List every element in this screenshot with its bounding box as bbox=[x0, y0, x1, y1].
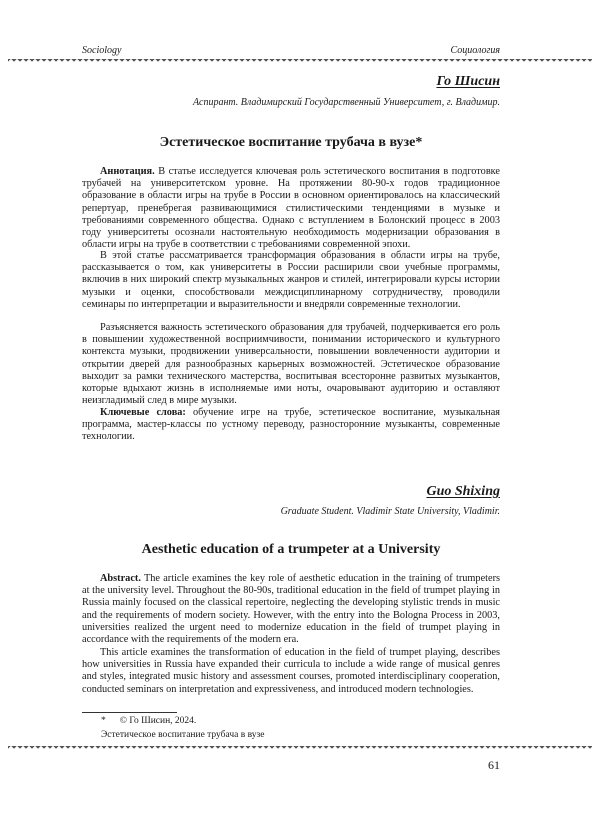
en-title: Aesthetic education of a trumpeter at a University bbox=[141, 542, 441, 557]
ru-abstract-p3: Разъясняется важность эстетического образования для трубачей, подчеркивается его роль в повышении художественной восприимчивости, понимании исторического и культурного контекста музыки, продвижении универсальности, повышении вовлеченности аудитории и открытии дверей для разнообразных карьерных возможностей. Эстетическое образование выходит за рамки технического мастерства, воспитывая всесторонне развитых музыкантов, которые вдыхают жизнь в исполняемые ими ноты, очаровывают аудиторию и оставляют неизгладимый след в мире музыки. bbox=[82, 322, 500, 407]
ru-affiliation: Аспирант. Владимирский Государственный Университет, г. Владимир. bbox=[193, 97, 500, 108]
footnote-copyright: © Го Шисин, 2024. bbox=[119, 716, 197, 726]
ru-keywords bbox=[82, 407, 500, 444]
ru-title: Эстетическое воспитание трубача в вузе* bbox=[159, 135, 423, 150]
en-author: Guo Shixing bbox=[426, 484, 500, 499]
ru-abstract-p2: В этой статье рассматривается трансформация образования в области игры на трубе, рассказывается о том, как университеты в России расширили свои учебные программы, включив в них широкий спектр музыкальных жанров и стилей, интегрировали курсы истории музыки и оценки, способствовали междисциплинарному сотрудничеству, проводили семинары по интерпретации и выразительности и внедряли современные технологии. bbox=[82, 250, 500, 310]
footnote-rule bbox=[82, 712, 177, 713]
en-affiliation: Graduate Student. Vladimir State University, Vladimir. bbox=[280, 506, 500, 517]
en-abstract-p2: This article examines the transformation of education in the field of trumpet playing, describes how universities in Russia have expanded their curricula to include a wide range of musical genres and styles, integrated music history and assessment courses, promoted interdisciplinary cooperation, conducted seminars on interpretation and expressiveness, and introduced modern technologies. bbox=[82, 647, 500, 695]
running-head bbox=[82, 45, 500, 56]
top-ornament-border bbox=[8, 59, 592, 65]
ru-abstract-p1-text: В статье исследуется ключевая роль эстетического воспитания в подготовке трубачей на университетском уровне. На протяжении 80-90-х годов традиционное образование в области игры на трубе в России в основном ориентировалось на классический репертуар, пренебрегая развивающимися стилистическими тенденциями в музыке и требованиями современного общества. Однако с вступлением в Болонский процесс в 2003 году университеты осознали настоятельную необходимость модернизации образования в области игры на трубе в соответствии с требованиями современной эпохи. bbox=[82, 166, 500, 251]
ru-abstract-label: Аннотация. bbox=[100, 166, 155, 177]
en-abstract-p1-text: The article examines the key role of aesthetic education in the training of trumpeters at the university level. Throughout the 80-90s, traditional education in the field of trumpet playing in Russia mainly focused on the classical repertoire, neglecting the developing stylistic trends in music and the requirements of modern society. However, with the entry into the Bologna Process in 2003, universities realized the urgent need to modernize education in the field of trumpet playing in accordance with the requirements of the modern era. bbox=[82, 573, 501, 646]
running-head-left: Sociology bbox=[82, 45, 122, 56]
en-abstract-p1 bbox=[82, 573, 500, 646]
ru-keywords-label: Ключевые слова: bbox=[100, 407, 186, 418]
ru-abstract-p1 bbox=[82, 166, 500, 251]
en-abstract-label: Abstract. bbox=[100, 573, 141, 584]
footnote-line2: Эстетическое воспитание трубача в вузе bbox=[101, 730, 265, 740]
ru-keywords-text: обучение игре на трубе, эстетическое воспитание, музыкальная программа, мастер-классы по устному переводу, разносторонние музыканты, современные технологии. bbox=[82, 407, 500, 443]
bottom-ornament-border bbox=[8, 746, 592, 752]
running-head-right: Социология bbox=[450, 45, 500, 56]
footnote-line1 bbox=[101, 716, 196, 726]
ru-author: Го Шисин bbox=[436, 74, 500, 89]
footnote-mark: * bbox=[101, 716, 106, 726]
page-number: 61 bbox=[488, 758, 500, 772]
